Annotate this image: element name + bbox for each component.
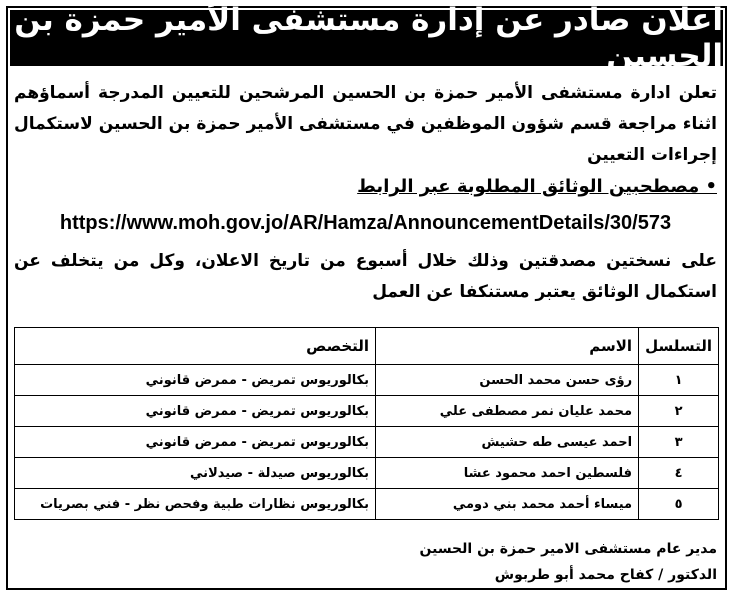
documents-bullet: • مصطحبين الوثائق المطلوبة عبر الرابط xyxy=(357,176,717,197)
row-specialty: بكالوريوس صيدلة - صيدلاني xyxy=(15,458,376,489)
table-row xyxy=(15,365,719,396)
table-header-row xyxy=(15,328,719,365)
header-name: الاسم xyxy=(376,328,639,365)
intro-paragraph: تعلن ادارة مستشفى الأمير حمزة بن الحسين المرشحين للتعيين المدرجة أسماؤهم اثناء مراجعة قسم شؤون الموظفين في مستشفى الأمير حمزة بن الحسين لاستكمال إجراءات التعيين xyxy=(14,83,717,165)
signature-title: مدير عام مستشفى الامير حمزة بن الحسين xyxy=(419,541,717,557)
table-row xyxy=(15,489,719,520)
candidates-table xyxy=(14,327,719,520)
row-serial: ١ xyxy=(639,365,719,396)
documents-link[interactable]: https://www.moh.gov.jo/AR/Hamza/AnnouncementDetails/30/573 xyxy=(59,212,672,234)
row-serial: ٣ xyxy=(639,427,719,458)
signature-name: الدكتور / كفاح محمد أبو طربوش xyxy=(494,567,717,583)
row-specialty: بكالوريوس تمريض - ممرض قانوني xyxy=(15,365,376,396)
table-row xyxy=(15,396,719,427)
row-serial: ٢ xyxy=(639,396,719,427)
table-row xyxy=(15,458,719,489)
row-name: احمد عيسى طه حشيش xyxy=(376,427,639,458)
row-name: فلسطين احمد محمود عشا xyxy=(376,458,639,489)
row-specialty: بكالوريوس نظارات طبية وفحص نظر - فني بصريات xyxy=(15,489,376,520)
row-specialty: بكالوريوس تمريض - ممرض قانوني xyxy=(15,396,376,427)
row-serial: ٥ xyxy=(639,489,719,520)
table-row xyxy=(15,427,719,458)
signature-block xyxy=(14,536,717,588)
notice-paragraph: على نسختين مصدقتين وذلك خلال أسبوع من تاريخ الاعلان، وكل من يتخلف عن استكمال الوثائق يعتبر مستنكفا عن العمل xyxy=(14,251,717,302)
row-specialty: بكالوريوس تمريض - ممرض قانوني xyxy=(15,427,376,458)
row-serial: ٤ xyxy=(639,458,719,489)
row-name: ميساء أحمد محمد بني دومي xyxy=(376,489,639,520)
header-serial: التسلسل xyxy=(639,328,719,365)
header-specialty: التخصص xyxy=(15,328,376,365)
row-name: محمد عليان نمر مصطفى علي xyxy=(376,396,639,427)
announcement-title: اعلان صادر عن إدارة مستشفى الأمير حمزة بن الحسين xyxy=(10,10,723,66)
row-name: رؤى حسن محمد الحسن xyxy=(376,365,639,396)
